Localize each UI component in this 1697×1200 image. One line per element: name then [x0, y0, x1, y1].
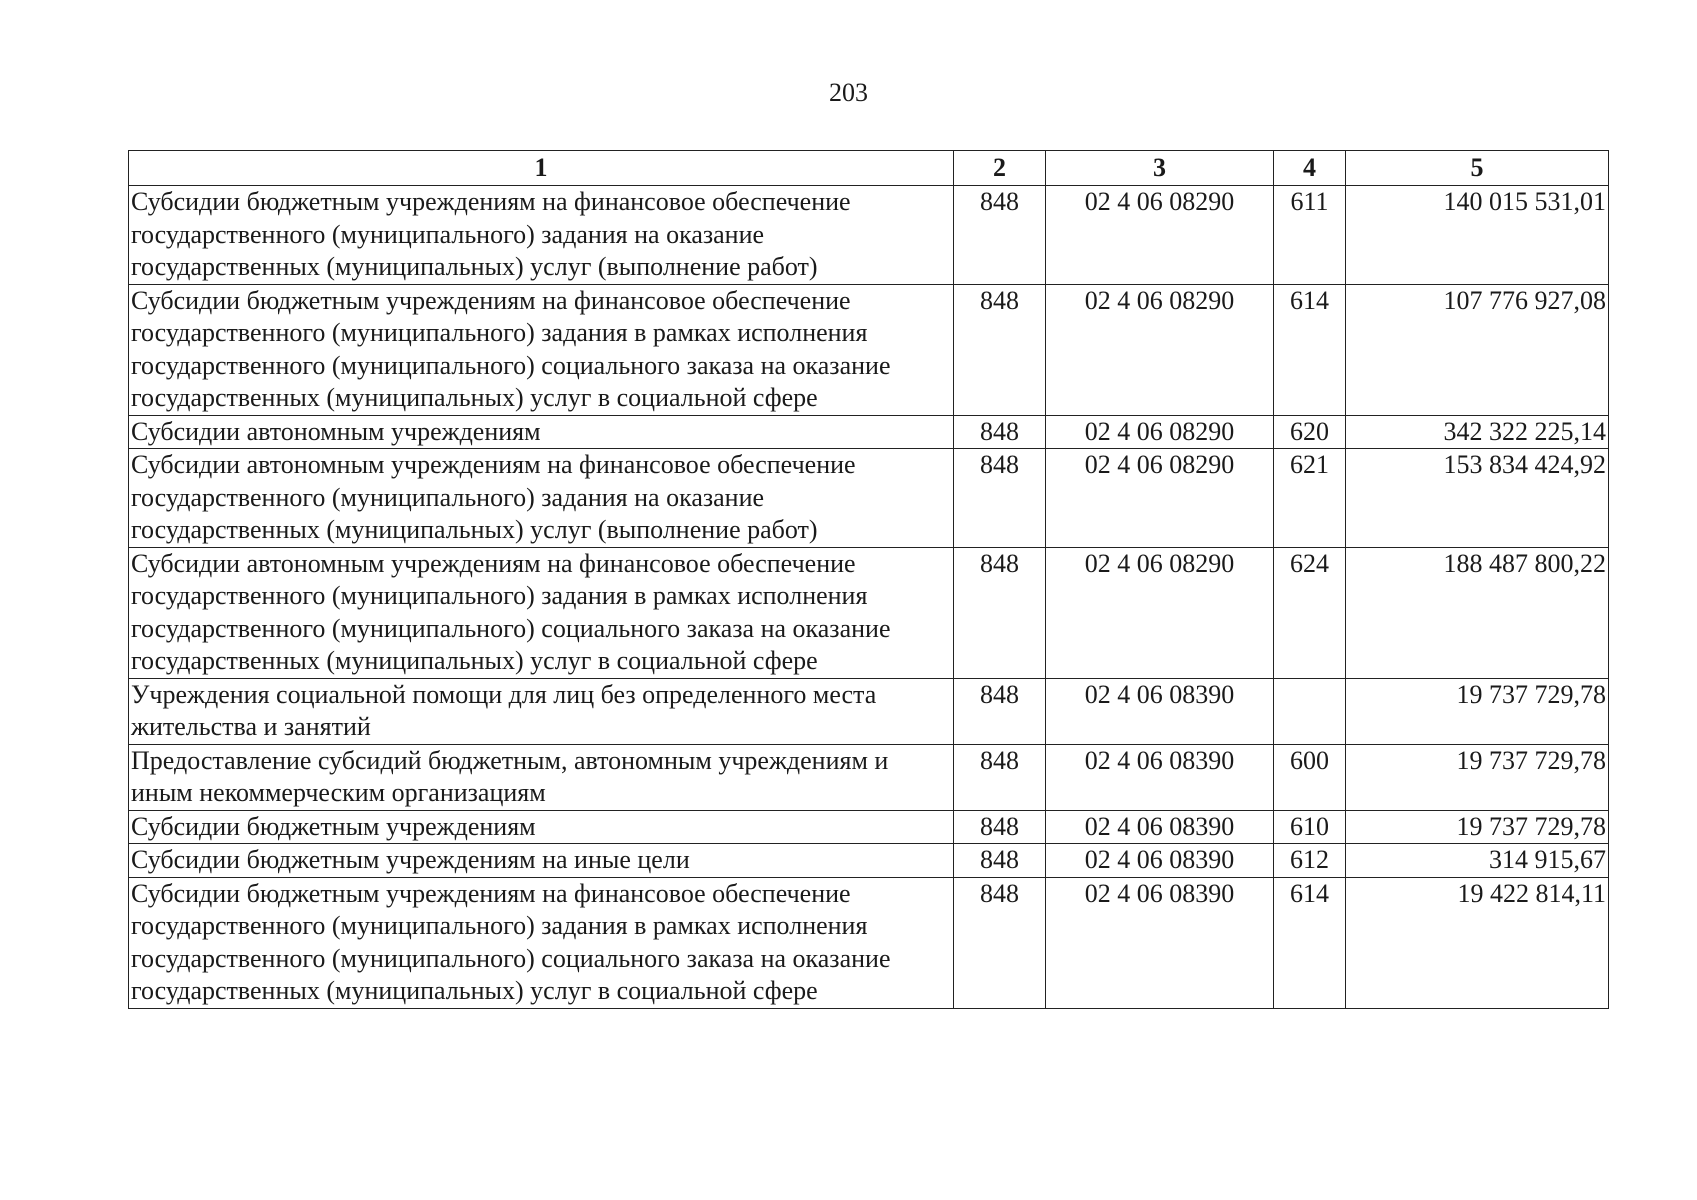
- column-header-3: 3: [1046, 151, 1274, 186]
- row-expense-type-cell: 600: [1274, 744, 1346, 810]
- table-row: [129, 844, 1609, 878]
- row-expense-type-cell: [1274, 678, 1346, 744]
- row-amount-cell: 19 737 729,78: [1346, 744, 1609, 810]
- table-row: [129, 284, 1609, 415]
- column-header-2: 2: [954, 151, 1046, 186]
- row-name-cell: Субсидии автономным учреждениям: [129, 415, 954, 449]
- table-row: [129, 449, 1609, 548]
- row-name-cell: Субсидии бюджетным учреждениям: [129, 810, 954, 844]
- row-amount-cell: 107 776 927,08: [1346, 284, 1609, 415]
- column-header-4: 4: [1274, 151, 1346, 186]
- row-target-code-cell: 02 4 06 08390: [1046, 744, 1274, 810]
- row-amount-cell: 188 487 800,22: [1346, 547, 1609, 678]
- row-target-code-cell: 02 4 06 08390: [1046, 810, 1274, 844]
- row-ministry-code-cell: 848: [954, 844, 1046, 878]
- row-expense-type-cell: 621: [1274, 449, 1346, 548]
- row-name-cell: Субсидии автономным учреждениям на финансовое обеспечение государственного (муниципального) задания в рамках исполнения государственного (муниципального) социального заказа на оказание государственных (муниципальных) услуг в социальной сфере: [129, 547, 954, 678]
- row-expense-type-cell: 611: [1274, 186, 1346, 285]
- row-target-code-cell: 02 4 06 08390: [1046, 877, 1274, 1008]
- table-row: [129, 744, 1609, 810]
- row-target-code-cell: 02 4 06 08390: [1046, 844, 1274, 878]
- table-row: [129, 415, 1609, 449]
- row-target-code-cell: 02 4 06 08290: [1046, 547, 1274, 678]
- table-row: [129, 186, 1609, 285]
- table-body: [129, 186, 1609, 1009]
- row-name-cell: Субсидии автономным учреждениям на финансовое обеспечение государственного (муниципального) задания на оказание государственных (муниципальных) услуг (выполнение работ): [129, 449, 954, 548]
- row-name-cell: Учреждения социальной помощи для лиц без определенного места жительства и занятий: [129, 678, 954, 744]
- row-ministry-code-cell: 848: [954, 284, 1046, 415]
- row-ministry-code-cell: 848: [954, 678, 1046, 744]
- row-expense-type-cell: 612: [1274, 844, 1346, 878]
- row-expense-type-cell: 614: [1274, 877, 1346, 1008]
- column-header-5: 5: [1346, 151, 1609, 186]
- table-row: [129, 547, 1609, 678]
- row-target-code-cell: 02 4 06 08390: [1046, 678, 1274, 744]
- row-expense-type-cell: 620: [1274, 415, 1346, 449]
- row-name-cell: Субсидии бюджетным учреждениям на иные цели: [129, 844, 954, 878]
- row-ministry-code-cell: 848: [954, 186, 1046, 285]
- row-target-code-cell: 02 4 06 08290: [1046, 449, 1274, 548]
- row-expense-type-cell: 614: [1274, 284, 1346, 415]
- row-amount-cell: 19 737 729,78: [1346, 810, 1609, 844]
- row-ministry-code-cell: 848: [954, 877, 1046, 1008]
- column-header-1: 1: [129, 151, 954, 186]
- table-row: [129, 877, 1609, 1008]
- row-ministry-code-cell: 848: [954, 547, 1046, 678]
- budget-table: [128, 150, 1609, 1009]
- row-name-cell: Субсидии бюджетным учреждениям на финансовое обеспечение государственного (муниципального) задания в рамках исполнения государственного (муниципального) социального заказа на оказание государственных (муниципальных) услуг в социальной сфере: [129, 877, 954, 1008]
- row-ministry-code-cell: 848: [954, 810, 1046, 844]
- row-amount-cell: 19 422 814,11: [1346, 877, 1609, 1008]
- row-amount-cell: 19 737 729,78: [1346, 678, 1609, 744]
- row-expense-type-cell: 610: [1274, 810, 1346, 844]
- row-name-cell: Субсидии бюджетным учреждениям на финансовое обеспечение государственного (муниципального) задания в рамках исполнения государственного (муниципального) социального заказа на оказание государственных (муниципальных) услуг в социальной сфере: [129, 284, 954, 415]
- row-target-code-cell: 02 4 06 08290: [1046, 186, 1274, 285]
- row-ministry-code-cell: 848: [954, 449, 1046, 548]
- row-ministry-code-cell: 848: [954, 744, 1046, 810]
- row-amount-cell: 140 015 531,01: [1346, 186, 1609, 285]
- row-amount-cell: 342 322 225,14: [1346, 415, 1609, 449]
- row-name-cell: Субсидии бюджетным учреждениям на финансовое обеспечение государственного (муниципального) задания на оказание государственных (муниципальных) услуг (выполнение работ): [129, 186, 954, 285]
- row-ministry-code-cell: 848: [954, 415, 1046, 449]
- table-row: [129, 678, 1609, 744]
- row-amount-cell: 314 915,67: [1346, 844, 1609, 878]
- table-row: [129, 810, 1609, 844]
- row-expense-type-cell: 624: [1274, 547, 1346, 678]
- row-target-code-cell: 02 4 06 08290: [1046, 415, 1274, 449]
- row-name-cell: Предоставление субсидий бюджетным, автономным учреждениям и иным некоммерческим организациям: [129, 744, 954, 810]
- table-header-row: [129, 151, 1609, 186]
- page-number: 203: [829, 78, 868, 107]
- row-target-code-cell: 02 4 06 08290: [1046, 284, 1274, 415]
- row-amount-cell: 153 834 424,92: [1346, 449, 1609, 548]
